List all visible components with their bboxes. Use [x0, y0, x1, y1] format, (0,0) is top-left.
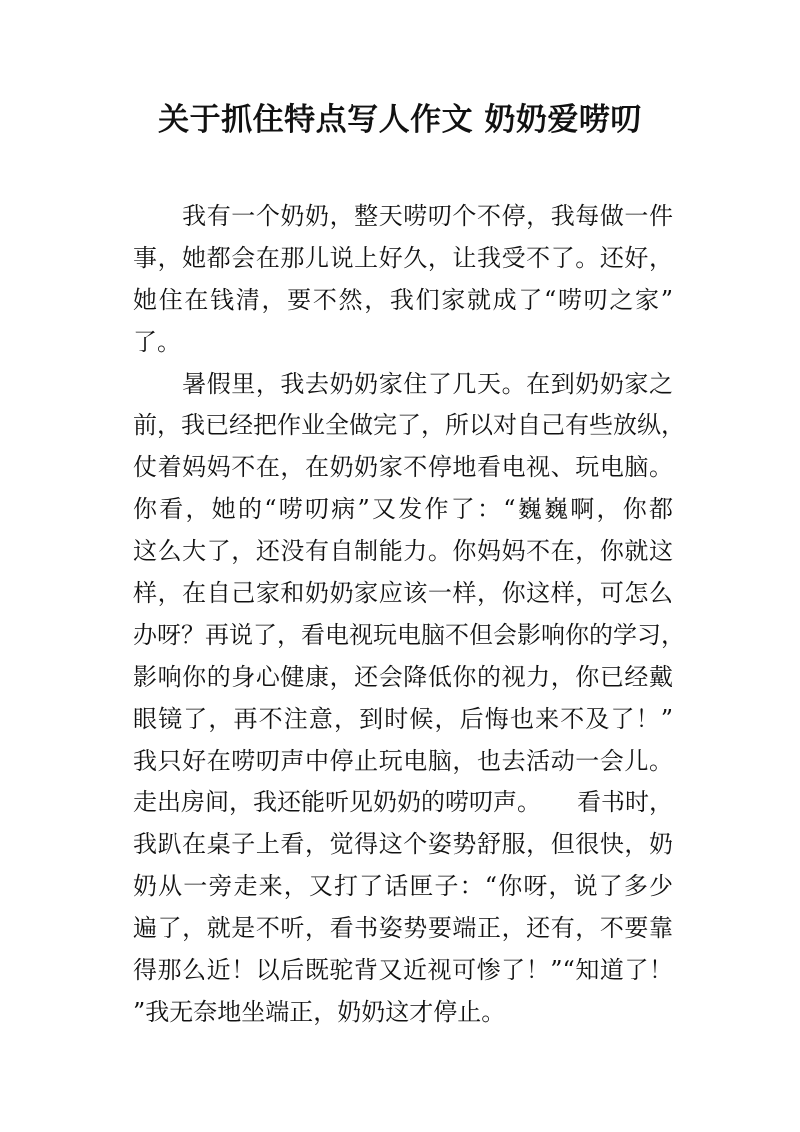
- text-line: 影响你的身心健康，还会降低你的视力，你已经戴: [133, 662, 673, 691]
- text-line: 办呀？再说了，看电视玩电脑不但会影响你的学习，: [133, 620, 685, 649]
- text-line: 她住在钱清，要不然，我们家就成了“唠叨之家”: [133, 285, 673, 314]
- text-line: 得那么近！以后既驼背又近视可惨了！”“知道了！: [133, 956, 673, 985]
- text-line: 眼镜了，再不注意，到时候，后悔也来不及了！”: [133, 704, 673, 733]
- text-line: 了。: [133, 327, 181, 356]
- text-line: 走出房间，我还能听见奶奶的唠叨声。 看书时，: [133, 788, 673, 817]
- essay-body: [133, 196, 685, 1034]
- text-line: ”我无奈地坐端正，奶奶这才停止。: [133, 997, 506, 1026]
- text-line: 仗着妈妈不在，在奶奶家不停地看电视、玩电脑。: [133, 453, 673, 482]
- text-line: 样，在自己家和奶奶家应该一样，你这样，可怎么: [133, 579, 673, 608]
- document-title: 关于抓住特点写人作文 奶奶爱唠叨: [158, 102, 642, 138]
- text-line: 奶从一旁走来，又打了话匣子：“你呀，说了多少: [133, 872, 673, 901]
- text-line: 事，她都会在那儿说上好久，让我受不了。还好，: [133, 243, 673, 272]
- text-line: 暑假里，我去奶奶家住了几天。在到奶奶家之: [133, 369, 673, 398]
- text-line: 你看，她的“唠叨病”又发作了：“巍巍啊，你都: [133, 495, 673, 524]
- text-line: 遍了，就是不听，看书姿势要端正，还有，不要靠: [133, 914, 673, 943]
- text-line: 我只好在唠叨声中停止玩电脑，也去活动一会儿。: [133, 746, 673, 775]
- text-line: 我趴在桌子上看，觉得这个姿势舒服，但很快，奶: [133, 830, 673, 859]
- text-line: 前，我已经把作业全做完了，所以对自己有些放纵，: [133, 411, 685, 440]
- text-line: 这么大了，还没有自制能力。你妈妈不在，你就这: [133, 537, 673, 566]
- text-line: 我有一个奶奶，整天唠叨个不停，我每做一件: [133, 202, 673, 230]
